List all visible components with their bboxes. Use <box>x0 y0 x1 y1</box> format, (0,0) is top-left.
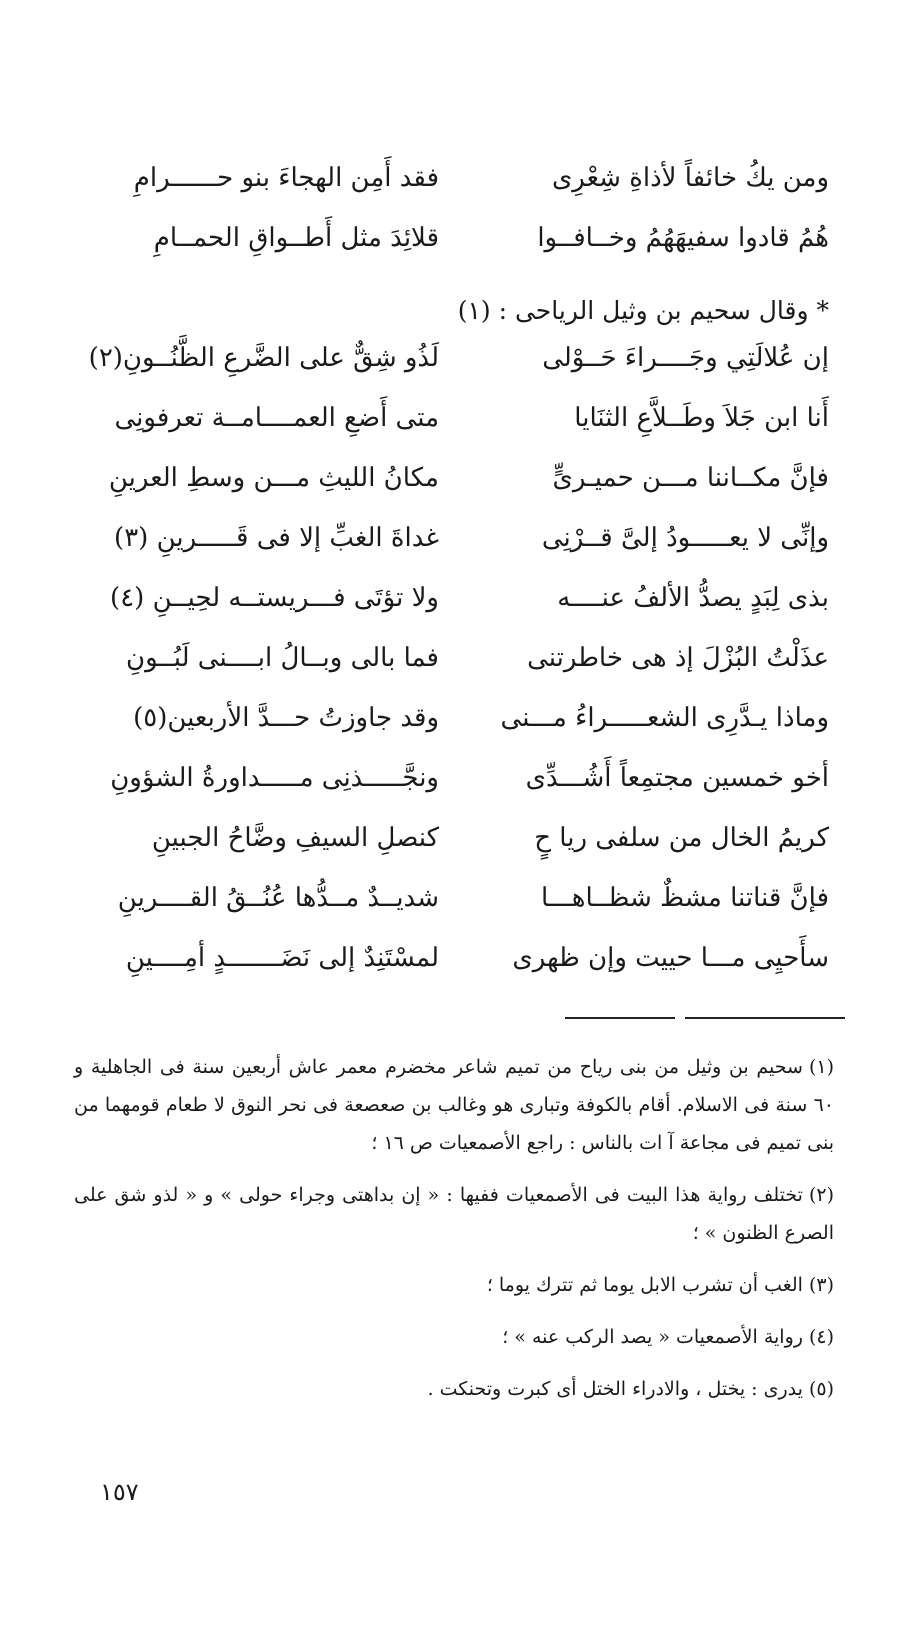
verse-first-hemistich: بذى لِبَدٍ يصدُّ الألفُ عنــــه <box>557 583 829 613</box>
verse-second-hemistich: شديــدٌ مــدُّها عُنُــقُ القــــرينِ <box>117 883 439 913</box>
verse-second-hemistich: فقد أَمِن الهجاءَ بنو حــــــرامِ <box>133 163 439 193</box>
verse-first-hemistich: وإنِّى لا يعـــــودُ إلىَّ قــرْنِى <box>541 523 829 553</box>
verse-line <box>0 450 909 510</box>
verse-line <box>0 930 909 990</box>
footnote-text: تختلف رواية هذا البيت فى الأصمعيات ففيها : « إن بداهتى وجراء حولى » و « لذو شق على الصرع الظنون » ؛ <box>74 1184 834 1244</box>
footnote <box>74 1176 834 1252</box>
verse-line <box>0 690 909 750</box>
verse-second-hemistich: ونجَّـــــذنِى مـــــداورةُ الشؤونِ <box>110 763 439 793</box>
verse-line <box>0 210 909 270</box>
footnote-divider <box>685 1017 845 1019</box>
footnotes <box>74 1048 834 1422</box>
verse-second-hemistich: فما بالى وبــالُ ابــــنى لَبُــونِ <box>125 643 439 673</box>
verse-first-hemistich: فإنَّ قناتنا مشظٌ شظــاهـــا <box>541 883 829 913</box>
footnote-number: (٤) <box>808 1326 834 1348</box>
verse-line <box>0 330 909 390</box>
verse-line <box>0 570 909 630</box>
verse-line <box>0 390 909 450</box>
verse-second-hemistich: كنصلِ السيفِ وضَّاحُ الجبينِ <box>151 823 439 853</box>
verse-line <box>0 750 909 810</box>
footnote-number: (٣) <box>808 1274 834 1296</box>
verse-first-hemistich: أخو خمسين مجتمِعاً أَشُـــدِّى <box>525 763 829 793</box>
footnote-number: (٢) <box>808 1184 834 1206</box>
footnote-text: الغب أن تشرب الابل يوما ثم تترك يوما ؛ <box>486 1274 803 1296</box>
verse-second-hemistich: متى أَضعِ العمــــامــة تعرفونِى <box>114 403 439 433</box>
verse-second-hemistich: وقد جاوزتُ حـــدَّ الأربعين(٥) <box>133 703 439 733</box>
verse-line <box>0 510 909 570</box>
verse-first-hemistich: ومن يكُ خائفاً لأذاةِ شِعْرِى <box>551 163 829 193</box>
verse-second-hemistich: غداةَ الغبِّ إلا فى قَـــــرينِ (٣) <box>114 523 439 553</box>
verse-second-hemistich: قلائِدَ مثل أَطــواقِ الحمــامِ <box>153 223 439 253</box>
footnote-text: سحيم بن وثيل من بنى رياح من تميم شاعر مخضرم معمر عاش أربعين سنة فى الجاهلية و ٦٠ سنة فى الاسلام. أقام بالكوفة وتبارى هو وغالب بن صعصعة فى نحر النوق لا طعام قومهما من بنى تميم فى مجاعة آ ات بالناس : راجع الأصمعيات ص ١٦ ؛ <box>74 1056 834 1154</box>
footnote-text: يدرى : يختل ، والادراء الختل أى كبرت وتحنكت . <box>427 1378 803 1400</box>
verse-first-hemistich: إن عُلالَتِي وجَــــراءَ حَــوْلى <box>542 343 829 373</box>
verse-line <box>0 870 909 930</box>
footnote-text: رواية الأصمعيات « يصد الركب عنه » ؛ <box>502 1326 803 1348</box>
verse-first-hemistich: وماذا يـدَّرِى الشعـــــراءُ مـــنى <box>500 703 829 733</box>
poem-intro: * وقال سحيم بن وثيل الرياحى : (١) <box>457 296 829 325</box>
verse-second-hemistich: ولا تؤتَى فـــريستــه لحِيــنِ (٤) <box>110 583 439 613</box>
verse-first-hemistich: سأَحيِى مـــا حييت وإن ظهرى <box>512 943 829 973</box>
footnote <box>74 1266 834 1304</box>
verse-first-hemistich: عذَلْتُ البُزْلَ إذ هى خاطرتنى <box>527 643 829 673</box>
page-number: ١٥٧ <box>100 1478 139 1506</box>
footnote-number: (٥) <box>808 1378 834 1400</box>
verse-second-hemistich: مكانُ الليثِ مـــن وسطِ العرينِ <box>108 463 439 493</box>
verse-line <box>0 630 909 690</box>
verse-first-hemistich: فإنَّ مكــاننا مـــن حميـرىٍّ <box>552 463 829 493</box>
verse-line <box>0 810 909 870</box>
footnote-number: (١) <box>808 1056 834 1078</box>
verse-first-hemistich: أَنا ابن جَلاَ وطَــلاَّعِ الثنَايا <box>574 403 829 433</box>
verse-second-hemistich: لَذُو شِقٌّ على الضَّرعِ الظَّنُــونِ(٢) <box>88 343 439 373</box>
footnote <box>74 1048 834 1162</box>
verse-second-hemistich: لمسْتَنِدٌ إلى نَضَـــــــدٍ أمِــــينِ <box>125 943 439 973</box>
footnote-divider <box>565 1017 675 1019</box>
footnote <box>74 1370 834 1408</box>
footnote <box>74 1318 834 1356</box>
verse-first-hemistich: هُمُ قادوا سفيهَهُمُ وخــافــوا <box>537 223 829 253</box>
verse-first-hemistich: كريمُ الخال من سلفى ريا حٍ <box>534 823 829 853</box>
verse-line <box>0 150 909 210</box>
